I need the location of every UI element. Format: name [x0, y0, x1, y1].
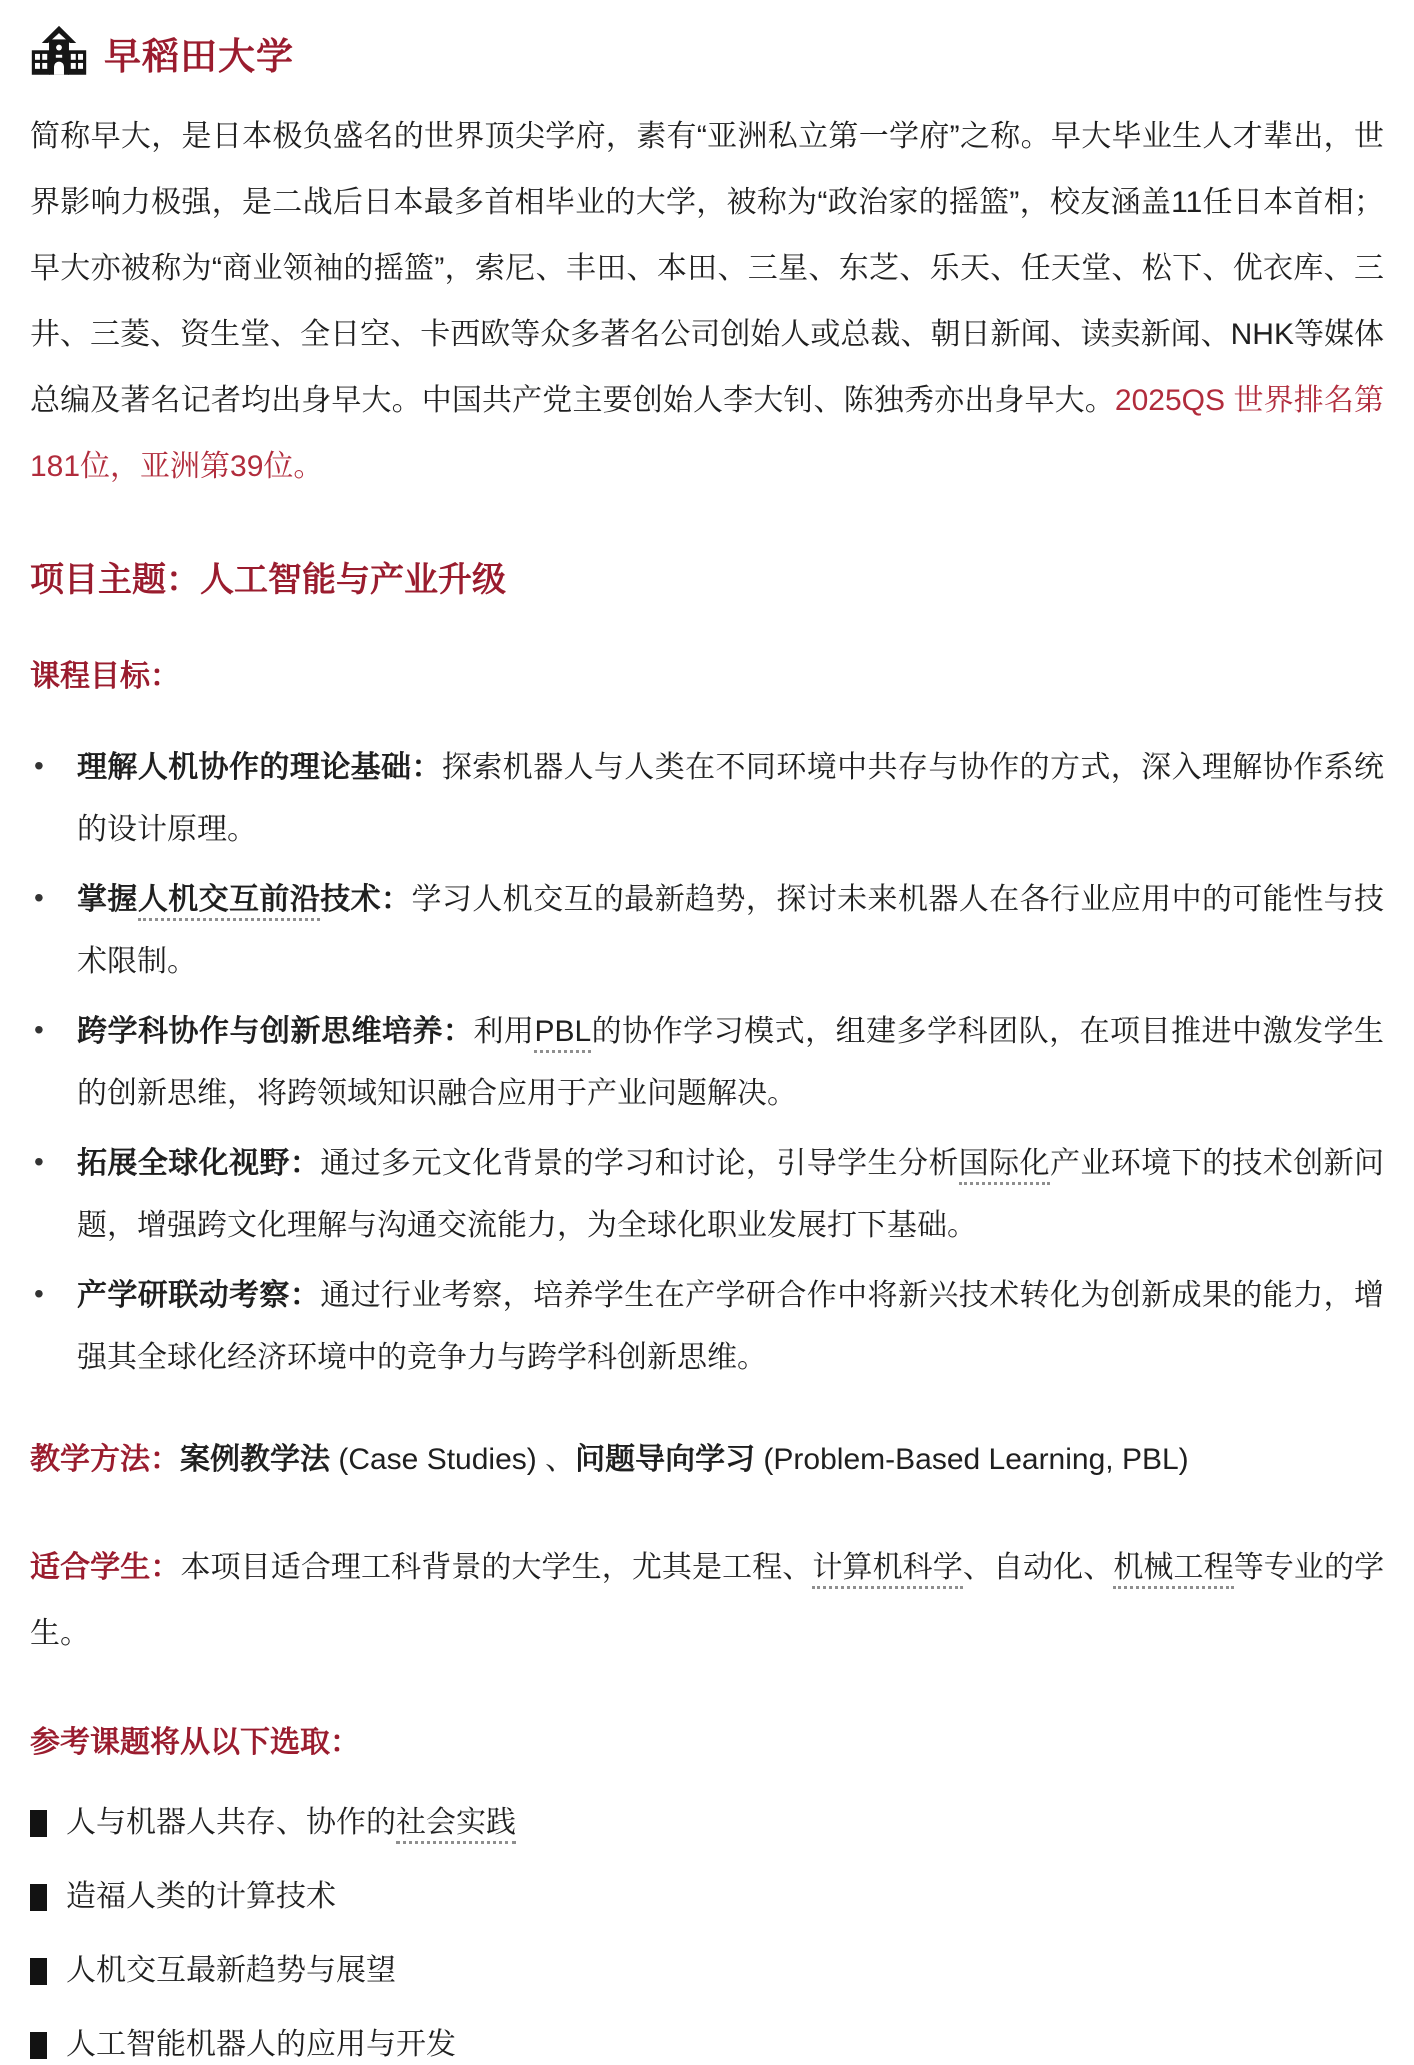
goal-text — [77, 1279, 1384, 1374]
school-building-icon — [30, 24, 88, 82]
topic-text — [66, 2025, 456, 2065]
text-run: 、自动化、 — [962, 1551, 1114, 1584]
round-bullet-icon: • — [34, 1278, 44, 1309]
text-run: 人工智能机器人的应用与开发 — [66, 2028, 456, 2061]
text-run: 问题导向学习 — [575, 1443, 756, 1476]
topics-list — [30, 1803, 1384, 2065]
text-run: 拓展全球化视野： — [77, 1147, 321, 1180]
topic-list-item — [30, 1877, 1384, 1917]
text-run: 适合学生： — [30, 1551, 181, 1584]
text-run: 社会实践 — [396, 1806, 516, 1844]
goal-text — [77, 1147, 1384, 1242]
goals-list — [30, 737, 1384, 1389]
text-run: (Case Studies) — [330, 1443, 546, 1476]
square-bullet-icon — [30, 1884, 47, 1911]
text-run: 计算机科学 — [812, 1551, 962, 1589]
square-bullet-icon — [30, 2032, 47, 2059]
text-run: 人与机器人共存、协作的 — [66, 1806, 396, 1839]
text-run: 的协作学习模式，组建多学科团队，在项目推进中激发学生的创新思维，将跨领域知识融合应用于产业问题解决。 — [77, 1015, 1385, 1110]
text-run: 探索机器人与人类在不同环境中共存与协作的方式，深入理解协作系统的设计原理。 — [77, 751, 1385, 846]
text-run: 利用 — [473, 1015, 535, 1048]
text-run: 理解人机协作的理论基础： — [77, 751, 442, 784]
square-bullet-icon — [30, 1810, 47, 1837]
text-run: PBL — [534, 1015, 591, 1053]
text-run: 技术： — [320, 883, 412, 916]
goal-list-item — [30, 869, 1384, 993]
text-run: 通过多元文化背景的学习和讨论，引导学生分析 — [320, 1147, 959, 1180]
text-run: 产学研联动考察： — [77, 1279, 321, 1312]
text-run: 2025QS 世界排名第181位，亚洲第39位。 — [30, 384, 1385, 483]
topic-list-item — [30, 1951, 1384, 1991]
goal-list-item — [30, 1265, 1384, 1389]
teaching-methods-line — [30, 1429, 1384, 1491]
text-run: 跨学科协作与创新思维培养： — [77, 1015, 474, 1048]
text-run: 通过行业考察，培养学生在产学研合作中将新兴技术转化为创新成果的能力，增强其全球化经济环境中的竞争力与跨学科创新思维。 — [77, 1279, 1385, 1374]
topic-list-item — [30, 2025, 1384, 2065]
topic-list-item — [30, 1803, 1384, 1843]
topic-text — [66, 1951, 396, 1991]
theme-heading: 项目主题：人工智能与产业升级 — [30, 561, 506, 599]
text-run: 本项目适合理工科背景的大学生，尤其是工程、 — [180, 1551, 813, 1584]
topic-text — [66, 1803, 516, 1843]
topic-text — [66, 1877, 336, 1917]
intro-paragraph — [30, 104, 1384, 500]
text-run: 人机交互前沿 — [138, 883, 320, 921]
text-run: 国际化 — [959, 1147, 1050, 1185]
text-run: 等专业的学生。 — [30, 1551, 1385, 1650]
page-title: 早稻田大学 — [104, 36, 294, 77]
goal-list-item — [30, 1133, 1384, 1257]
round-bullet-icon: • — [34, 1146, 44, 1177]
text-run: 简称早大，是日本极负盛名的世界顶尖学府，素有“亚洲私立第一学府”之称。早大毕业生人才辈出，世界影响力极强，是二战后日本最多首相毕业的大学，被称为“政治家的摇篮”，校友涵盖11任日本首相；早大亦被称为“商业领袖的摇篮”，索尼、丰田、本田、三星、东芝、乐天、任天堂、松下、优衣库、三井、三菱、资生堂、全日空、卡西欧等众多著名公司创始人或总裁、朝日新闻、读卖新闻、NHK等媒体总编及著名记者均出身早大。中国共产党主要创始人李大钊、陈独秀亦出身早大。 — [30, 120, 1384, 417]
text-run: (Problem-Based Learning, PBL) — [755, 1443, 1189, 1476]
text-run: 产业环境下的技术创新问题，增强跨文化理解与沟通交流能力，为全球化职业发展打下基础。 — [77, 1147, 1385, 1242]
text-run: 造福人类的计算技术 — [66, 1880, 336, 1913]
text-run: 、 — [545, 1443, 576, 1476]
suitable-students-line — [30, 1535, 1384, 1667]
goal-text — [77, 751, 1384, 846]
goal-list-item — [30, 737, 1384, 861]
page-header — [30, 24, 1384, 82]
text-run: 案例教学法 — [180, 1443, 330, 1476]
goal-text — [77, 883, 1384, 978]
round-bullet-icon: • — [34, 750, 44, 781]
topics-heading: 参考课题将从以下选取： — [30, 1726, 360, 1759]
square-bullet-icon — [30, 1958, 47, 1985]
text-run: 机械工程 — [1113, 1551, 1233, 1589]
text-run: 学习人机交互的最新趋势，探讨未来机器人在各行业应用中的可能性与技术限制。 — [77, 883, 1385, 978]
round-bullet-icon: • — [34, 882, 44, 913]
text-run: 人机交互最新趋势与展望 — [66, 1954, 396, 1987]
goal-list-item — [30, 1001, 1384, 1125]
text-run: 掌握 — [77, 883, 138, 916]
text-run: 教学方法： — [30, 1443, 180, 1476]
round-bullet-icon: • — [34, 1014, 44, 1045]
goal-text — [77, 1015, 1384, 1110]
goals-heading: 课程目标： — [30, 660, 180, 693]
